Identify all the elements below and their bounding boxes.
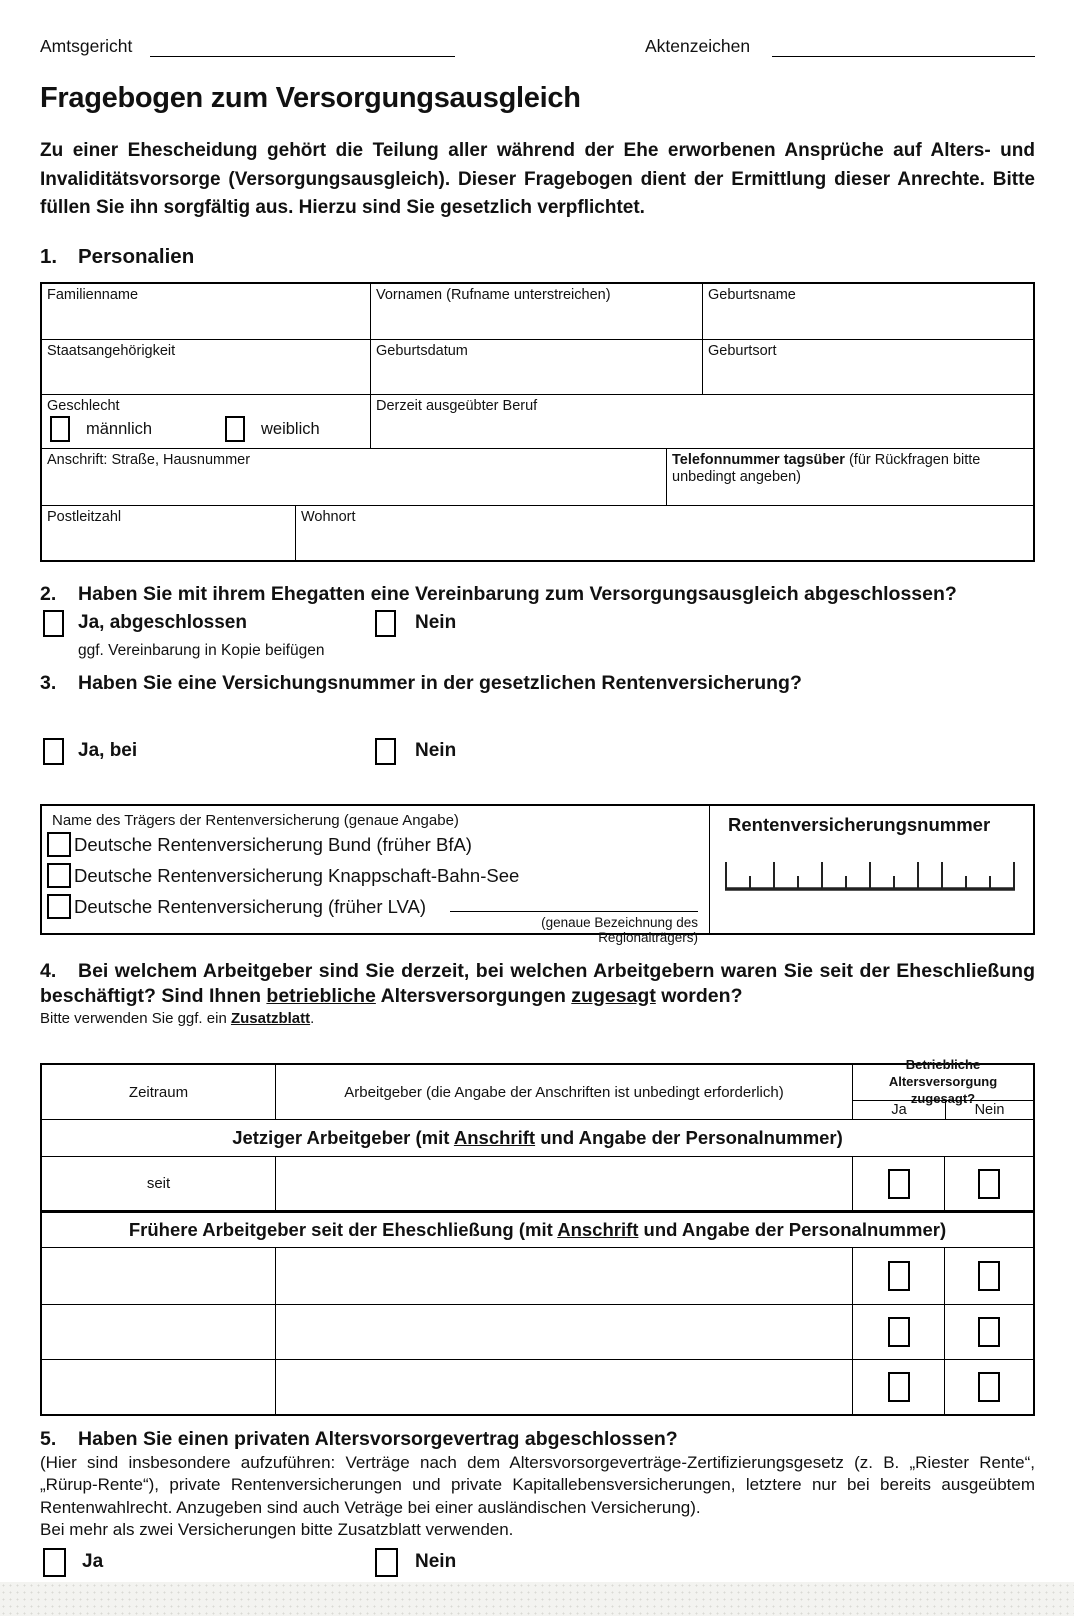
personalien-row-1: [42, 284, 1033, 339]
section2-number: 2.: [40, 583, 57, 605]
rv-number-column: [710, 806, 1033, 933]
geburtsort-label: Geburtsort: [708, 343, 777, 359]
q3-nein-checkbox[interactable]: [375, 738, 396, 765]
section5-heading: 5. Haben Sie einen privaten Altersvorsorgevertrag abgeschlossen?: [40, 1428, 678, 1450]
personalien-row-3: [42, 394, 1033, 448]
q3-nein-label: Nein: [415, 740, 457, 761]
q2-nein-checkbox[interactable]: [375, 610, 396, 637]
rv-number-comb-field[interactable]: [724, 859, 1016, 891]
rv-lva-label: Deutsche Rentenversicherung (früher LVA): [74, 896, 427, 917]
amtsgericht-input-line[interactable]: [150, 35, 455, 57]
former-employer-3-bav-ja-cell: [852, 1360, 944, 1414]
aktenzeichen-label: Aktenzeichen: [645, 36, 751, 56]
geburtsname-field[interactable]: [702, 284, 1033, 339]
former-employer-1-bav-nein-checkbox[interactable]: [978, 1261, 1000, 1291]
geschlecht-field: [42, 395, 370, 448]
section1-number: 1.: [40, 245, 58, 268]
bav-ja-column-header: Ja: [891, 1102, 907, 1118]
former-employer-row-3: [42, 1359, 1033, 1414]
geburtsdatum-field[interactable]: [370, 340, 702, 394]
q2-ja-checkbox[interactable]: [43, 610, 64, 637]
rv-bund-label: Deutsche Rentenversicherung Bund (früher BfA): [74, 834, 472, 855]
familienname-label: Familienname: [47, 287, 139, 303]
rv-knappschaft-label: Deutsche Rentenversicherung Knappschaft-Bahn-See: [74, 865, 520, 886]
rv-knappschaft-checkbox[interactable]: [47, 863, 71, 888]
former-employer-1-bav-nein-cell: [944, 1248, 1033, 1304]
page-title: Fragebogen zum Versorgungsausgleich: [40, 82, 581, 114]
anschrift-field[interactable]: [42, 449, 666, 505]
geschlecht-maennlich-checkbox[interactable]: [50, 416, 70, 442]
intro-text: Zu einer Ehescheidung gehört die Teilung aller während der Ehe erworbenen Ansprüche auf Alters- und Invaliditätsvorsorge (Versorgungsausgleich). Dieser Fragebogen dient der Ermittlung dieser Anrechte. Bitte füllen Sie ihn sorgfältig aus. Hierzu sind Sie gesetzlich verpflichtet.: [40, 140, 1035, 218]
rv-bund-checkbox[interactable]: [47, 832, 71, 857]
former-employer-1-zeitraum-field[interactable]: [42, 1248, 275, 1304]
former-employer-1-name-field[interactable]: [275, 1248, 852, 1304]
scan-edge-band: [0, 1582, 1074, 1616]
current-employer-zeitraum-field[interactable]: seit: [146, 1175, 171, 1192]
q5-nein-label: Nein: [415, 1551, 457, 1572]
rv-regional-carrier-caption: (genaue Bezeichnung des Regionalträgers): [541, 915, 698, 945]
former-employer-row-1: [42, 1247, 1033, 1304]
q5-nein-checkbox[interactable]: [375, 1548, 398, 1577]
rv-lva-checkbox[interactable]: [47, 894, 71, 919]
section4-number: 4.: [40, 960, 57, 982]
section3-number: 3.: [40, 672, 57, 694]
staatsangehoerigkeit-label: Staatsangehörigkeit: [47, 343, 176, 359]
current-employer-bav-ja-cell: [852, 1157, 944, 1210]
personalien-row-4: [42, 448, 1033, 505]
section1-heading: 1. Personalien: [40, 245, 195, 268]
rv-regional-carrier-input-line[interactable]: [450, 892, 698, 912]
former-employer-3-bav-nein-cell: [944, 1360, 1033, 1414]
aktenzeichen-input-line[interactable]: [772, 35, 1035, 57]
familienname-field[interactable]: [42, 284, 370, 339]
anschrift-label: Anschrift: Straße, Hausnummer: [47, 452, 251, 468]
geburtsname-label: Geburtsname: [708, 287, 796, 303]
current-employer-name-field[interactable]: [275, 1157, 852, 1210]
rv-carrier-table: [40, 804, 1035, 945]
personalien-row-2: [42, 339, 1033, 394]
former-employer-row-2: [42, 1304, 1033, 1359]
zeitraum-column-header: Zeitraum: [128, 1083, 189, 1101]
rv-carrier-column: [42, 806, 710, 945]
section5-number: 5.: [40, 1428, 57, 1450]
section3-heading: 3. Haben Sie eine Versichungsnummer in der gesetzlichen Rentenversicherung?: [40, 672, 802, 694]
bav-header-label: Betriebliche Altersversorgung zugesagt?: [888, 1057, 998, 1106]
current-employer-bav-nein-cell: [944, 1157, 1033, 1210]
section4-note: Bitte verwenden Sie ggf. ein Zusatzblatt.: [40, 1010, 315, 1027]
former-employer-2-name-field[interactable]: [275, 1305, 852, 1359]
employer-header-row: [42, 1057, 1033, 1119]
beruf-label: Derzeit ausgeübter Beruf: [376, 398, 538, 414]
section2-heading: 2. Haben Sie mit ihrem Ehegatten eine Vereinbarung zum Versorgungsausgleich abgeschlossen?: [40, 583, 957, 605]
geschlecht-weiblich-checkbox[interactable]: [225, 416, 245, 442]
q5-ja-label: Ja: [82, 1551, 104, 1572]
former-employer-band: Frühere Arbeitgeber seit der Eheschließung (mit Anschrift und Angabe der Personalnummer): [128, 1219, 947, 1240]
section5-body: (Hier sind insbesondere aufzuführen: Verträge nach dem Altersvorsorgeverträge-Zertifizierungsgesetz (z. B. „Riester Rente“, „Rürup-Rente“), private Rentenversicherungen und private Kapitallebensversicherungen, letztere nur bei bereits ausgeübtem Rentenwahlrecht. Anzugeben sind auch Veträge bei einer ausländischen Versicherung). Bei mehr als zwei Versicherungen bitte Zusatzblatt verwenden.: [40, 1453, 1035, 1540]
former-employer-3-bav-nein-checkbox[interactable]: [978, 1372, 1000, 1402]
amtsgericht-label: Amtsgericht: [40, 36, 133, 56]
bav-nein-column-header: Nein: [945, 1101, 1033, 1119]
arbeitgeber-column-header: Arbeitgeber (die Angabe der Anschriften ist unbedingt erforderlich): [275, 1065, 852, 1119]
geburtsdatum-label: Geburtsdatum: [376, 343, 468, 359]
geburtsort-field[interactable]: [702, 340, 1033, 394]
rv-number-header: Rentenversicherungsnummer: [728, 814, 991, 835]
bav-subheader-row: [853, 1100, 1033, 1119]
personalien-row-5: [42, 505, 1033, 560]
staatsangehoerigkeit-field[interactable]: [42, 340, 370, 394]
former-employer-2-bav-nein-cell: [944, 1305, 1033, 1359]
q3-ja-label: Ja, bei: [78, 740, 138, 761]
former-employer-3-name-field[interactable]: [275, 1360, 852, 1414]
q5-ja-checkbox[interactable]: [43, 1548, 66, 1577]
wohnort-label: Wohnort: [301, 509, 356, 525]
maennlich-label: männlich: [86, 420, 153, 438]
vornamen-label: Vornamen (Rufname unterstreichen): [376, 287, 611, 303]
former-employer-2-bav-ja-checkbox[interactable]: [888, 1317, 910, 1347]
beruf-field[interactable]: [370, 395, 1033, 448]
current-employer-row: [42, 1156, 1033, 1213]
q2-nein-label: Nein: [415, 612, 457, 633]
former-employer-2-bav-ja-cell: [852, 1305, 944, 1359]
former-employer-3-zeitraum-field[interactable]: [42, 1360, 275, 1414]
telefon-label: Telefonnummer tagsüber (für Rückfragen bitte unbedingt angeben): [672, 452, 981, 485]
vornamen-field[interactable]: [370, 284, 702, 339]
q2-note: ggf. Vereinbarung in Kopie beifügen: [78, 642, 325, 659]
current-employer-bav-nein-checkbox[interactable]: [978, 1169, 1000, 1199]
current-employer-band: Jetziger Arbeitgeber (mit Anschrift und Angabe der Personalnummer): [42, 1119, 1033, 1156]
section4-heading: 4. Bei welchem Arbeitgeber sind Sie derzeit, bei welchen Arbeitgebern waren Sie seit der Eheschließung beschäftigt? Sind Ihnen betriebliche Altersversorgungen zugesagt worden?: [40, 960, 1035, 1007]
geschlecht-label: Geschlecht: [47, 398, 120, 414]
q2-ja-label: Ja, abgeschlossen: [78, 612, 247, 633]
personalien-table: [40, 282, 1035, 562]
wohnort-field[interactable]: [295, 506, 1033, 560]
employer-table: [40, 1057, 1035, 1416]
bav-column-header: [852, 1057, 1033, 1119]
former-employer-1-bav-ja-checkbox[interactable]: [888, 1261, 910, 1291]
weiblich-label: weiblich: [261, 420, 320, 438]
telefon-field[interactable]: [666, 449, 1033, 505]
postleitzahl-label: Postleitzahl: [47, 509, 122, 525]
rv-carrier-header: Name des Trägers der Rentenversicherung (genaue Angabe): [52, 812, 459, 829]
former-employer-3-bav-ja-checkbox[interactable]: [888, 1372, 910, 1402]
postleitzahl-field[interactable]: [42, 506, 295, 560]
current-employer-bav-ja-checkbox[interactable]: [888, 1169, 910, 1199]
q3-ja-checkbox[interactable]: [43, 738, 64, 765]
former-employer-2-zeitraum-field[interactable]: [42, 1305, 275, 1359]
former-employer-2-bav-nein-checkbox[interactable]: [978, 1317, 1000, 1347]
former-employer-1-bav-ja-cell: [852, 1248, 944, 1304]
